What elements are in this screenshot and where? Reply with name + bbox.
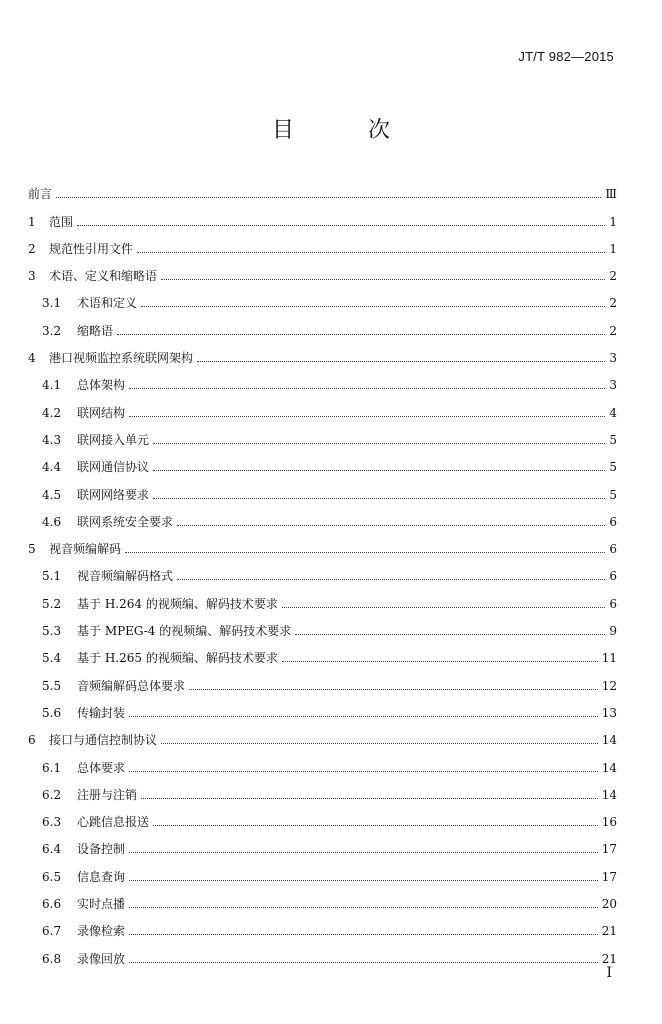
toc-entry[interactable] (28, 885, 617, 912)
dot-leader (177, 525, 605, 526)
toc-entry-page: 6 (609, 596, 617, 611)
toc-entry-title: 联网通信协议 (77, 460, 150, 475)
toc-entry-page: 9 (609, 624, 617, 639)
toc-entry[interactable] (28, 175, 617, 202)
toc-entry-page: 1 (609, 241, 617, 256)
toc-entry-title: 前言 (28, 187, 53, 202)
toc-entry-title: 心跳信息报送 (77, 815, 150, 830)
toc-entry-title: 缩略语 (77, 323, 114, 338)
dot-leader (129, 880, 598, 881)
toc-entry[interactable] (28, 366, 617, 393)
toc-entry-number: 6.3 (42, 815, 62, 830)
toc-entry-number: 6.1 (42, 760, 62, 775)
dot-leader (282, 607, 605, 608)
dot-leader (56, 197, 601, 198)
toc-entry-page: 16 (601, 815, 617, 830)
toc-entry-title: 音频编解码总体要求 (77, 678, 186, 693)
toc-entry[interactable] (28, 530, 617, 557)
toc-entry[interactable] (28, 311, 617, 338)
toc-entry-number: 5.2 (42, 596, 62, 611)
toc-entry-number: 5.1 (42, 569, 62, 584)
toc-entry-number: 6.6 (42, 897, 62, 912)
toc-entry[interactable] (28, 584, 617, 611)
toc-entry-title: 港口视频监控系统联网架构 (49, 351, 194, 366)
toc-entry-number: 6.7 (42, 924, 62, 939)
dot-leader (161, 279, 605, 280)
toc-entry-number: 5.5 (42, 678, 62, 693)
toc-entry-page: 5 (609, 487, 617, 502)
toc-entry-number: 4.4 (42, 460, 62, 475)
toc-entry-number: 4.5 (42, 487, 62, 502)
toc-entry-page: 17 (601, 869, 617, 884)
toc-entry-page: 21 (601, 951, 617, 966)
dot-leader (153, 825, 598, 826)
toc-entry-title: 设备控制 (77, 842, 126, 857)
toc-entry-page: Ⅲ (605, 187, 617, 202)
toc-entry[interactable] (28, 339, 617, 366)
toc-entry[interactable] (28, 503, 617, 530)
toc-entry-title: 视音频编解码 (49, 542, 122, 557)
toc-entry-page: 6 (609, 569, 617, 584)
dot-leader (125, 552, 605, 553)
toc-entry-page: 14 (601, 760, 617, 775)
toc-entry-number: 3.1 (42, 296, 62, 311)
toc-entry[interactable] (28, 257, 617, 284)
toc-entry-page: 11 (601, 651, 617, 666)
toc-entry[interactable] (28, 393, 617, 420)
toc-entry[interactable] (28, 639, 617, 666)
toc-entry-title: 术语和定义 (77, 296, 138, 311)
toc-entry-page: 20 (601, 897, 617, 912)
toc-entry-title: 联网系统安全要求 (77, 514, 174, 529)
toc-entry-page: 1 (609, 214, 617, 229)
toc-entry-page: 6 (609, 542, 617, 557)
toc-entry[interactable] (28, 557, 617, 584)
toc-entry-title: 规范性引用文件 (49, 241, 134, 256)
toc-entry[interactable] (28, 202, 617, 229)
toc-entry[interactable] (28, 803, 617, 830)
toc-entry-title: 注册与注销 (77, 787, 138, 802)
toc-entry-title: 基于 MPEG-4 的视频编、解码技术要求 (77, 624, 292, 639)
toc-entry-page: 3 (609, 351, 617, 366)
toc-entry-title: 录像回放 (77, 951, 126, 966)
toc-entry-page: 2 (609, 323, 617, 338)
dot-leader (177, 579, 605, 580)
toc-entry[interactable] (28, 448, 617, 475)
toc-entry-page: 3 (609, 378, 617, 393)
page-title: 目 次 (271, 118, 416, 143)
toc-entry-page: 5 (609, 432, 617, 447)
toc-entry[interactable] (28, 666, 617, 693)
toc-entry-title: 范围 (49, 214, 74, 229)
toc-entry[interactable] (28, 776, 617, 803)
toc-entry-page: 12 (601, 678, 617, 693)
toc-entry-title: 传输封装 (77, 705, 126, 720)
toc-entry-title: 联网接入单元 (77, 432, 150, 447)
toc-entry-page: 4 (609, 405, 617, 420)
toc-entry-number: 2 (28, 241, 36, 256)
toc-entry-title: 总体要求 (77, 760, 126, 775)
toc-entry-number: 6.8 (42, 951, 62, 966)
toc-entry-number: 6.4 (42, 842, 62, 857)
toc-entry-page: 14 (601, 787, 617, 802)
toc-entry-title: 视音频编解码格式 (77, 569, 174, 584)
toc-entry-number: 5 (28, 542, 36, 557)
dot-leader (137, 252, 605, 253)
toc-entry-page: 13 (601, 705, 617, 720)
toc-entry-number: 6.2 (42, 787, 62, 802)
toc-entry-number: 4.1 (42, 378, 62, 393)
dot-leader (141, 306, 605, 307)
toc-entry[interactable] (28, 421, 617, 448)
page-number: Ⅰ (606, 965, 612, 981)
toc-entry-number: 5.4 (42, 651, 62, 666)
dot-leader (129, 388, 605, 389)
toc-entry[interactable] (28, 284, 617, 311)
dot-leader (295, 634, 605, 635)
toc-entry-number: 5.3 (42, 624, 62, 639)
standard-code: JT/T 982—2015 (518, 49, 614, 64)
dot-leader (129, 716, 598, 717)
toc-entry-page: 5 (609, 460, 617, 475)
toc-entry-title: 联网网络要求 (77, 487, 150, 502)
toc-entry-number: 3.2 (42, 323, 62, 338)
dot-leader (282, 661, 598, 662)
toc-entry-number: 4.6 (42, 514, 62, 529)
dot-leader (153, 470, 605, 471)
toc-entry[interactable] (28, 857, 617, 884)
dot-leader (153, 498, 605, 499)
toc-entry-page: 17 (601, 842, 617, 857)
toc-entry[interactable] (28, 912, 617, 939)
toc-entry-title: 信息查询 (77, 869, 126, 884)
toc-entry[interactable] (28, 939, 617, 966)
toc-entry-title: 术语、定义和缩略语 (49, 269, 158, 284)
dot-leader (129, 416, 605, 417)
dot-leader (161, 743, 598, 744)
toc-entry-number: 4 (28, 351, 36, 366)
toc-entry[interactable] (28, 230, 617, 257)
toc-entry-page: 2 (609, 269, 617, 284)
dot-leader (129, 962, 598, 963)
toc-entry-page: 6 (609, 514, 617, 529)
dot-leader (129, 907, 598, 908)
dot-leader (117, 334, 605, 335)
dot-leader (197, 361, 605, 362)
toc-entry-title: 总体架构 (77, 378, 126, 393)
toc-entry-title: 联网结构 (77, 405, 126, 420)
toc-entry-title: 基于 H.265 的视频编、解码技术要求 (77, 651, 278, 666)
toc-entry-number: 4.2 (42, 405, 62, 420)
dot-leader (141, 798, 598, 799)
toc-entry[interactable] (28, 721, 617, 748)
toc-entry[interactable] (28, 830, 617, 857)
dot-leader (77, 225, 605, 226)
toc-entry[interactable] (28, 748, 617, 775)
toc-entry-number: 6.5 (42, 869, 62, 884)
toc-entry-number: 6 (28, 733, 36, 748)
dot-leader (129, 934, 598, 935)
toc-entry-page: 21 (601, 924, 617, 939)
toc-entry-number: 1 (28, 214, 36, 229)
toc-entry[interactable] (28, 475, 617, 502)
toc-entry[interactable] (28, 612, 617, 639)
dot-leader (153, 443, 605, 444)
toc-entry-page: 14 (601, 733, 617, 748)
toc-entry-title: 实时点播 (77, 897, 126, 912)
toc-entry-title: 接口与通信控制协议 (49, 733, 158, 748)
toc-entry[interactable] (28, 694, 617, 721)
toc-entry-number: 4.3 (42, 432, 62, 447)
dot-leader (129, 771, 598, 772)
table-of-contents (28, 175, 617, 967)
toc-entry-number: 3 (28, 269, 36, 284)
toc-entry-title: 录像检索 (77, 924, 126, 939)
toc-entry-number: 5.6 (42, 705, 62, 720)
toc-entry-page: 2 (609, 296, 617, 311)
toc-entry-title: 基于 H.264 的视频编、解码技术要求 (77, 596, 278, 611)
dot-leader (129, 852, 598, 853)
dot-leader (189, 689, 598, 690)
